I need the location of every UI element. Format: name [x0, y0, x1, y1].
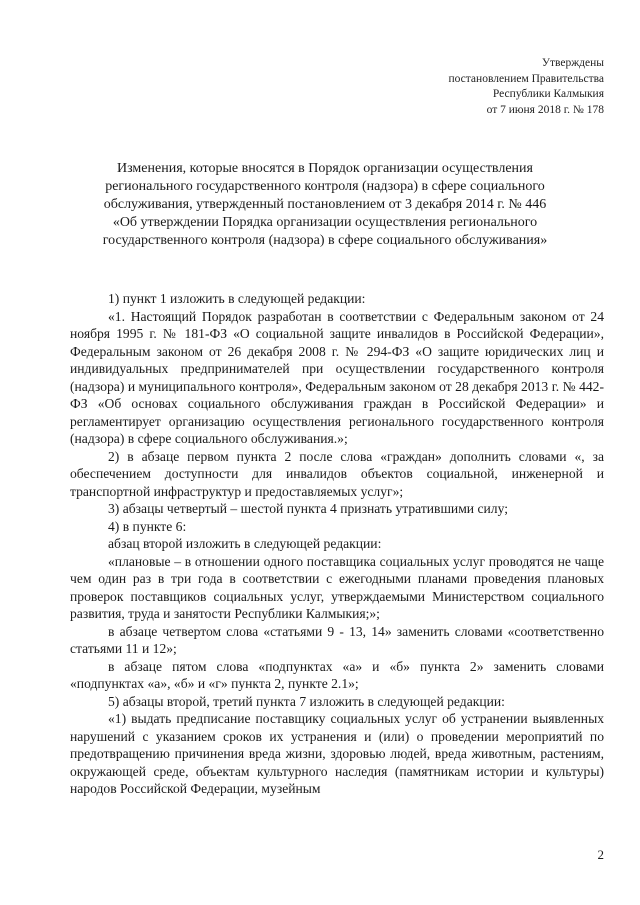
page-number: 2 — [597, 847, 604, 862]
document-title — [70, 160, 580, 250]
document-body — [70, 290, 604, 798]
title-line: государственного контроля (надзора) в сфере социального обслуживания» — [102, 233, 548, 248]
title-line: регионального государственного контроля (надзора) в сфере социального — [105, 179, 545, 194]
title-line: Изменения, которые вносятся в Порядок организации осуществления — [116, 161, 533, 176]
approval-line: Республики Калмыкия — [492, 88, 604, 100]
title-line: «Об утверждении Порядка организации осуществления регионального — [112, 215, 538, 230]
paragraph-item-4-abz4: в абзаце четвертом слова «статьями 9 - 13, 14» заменить словами «соответственно статьями 11 и 12»; — [70, 623, 604, 656]
paragraph-item-2: 2) в абзаце первом пункта 2 после слова «граждан» дополнить словами «, за обеспечением доступности для инвалидов объектов социальной, инженерной и транспортной инфраструктур и предоставляемых услуг»; — [70, 448, 604, 499]
approval-stamp — [448, 56, 604, 118]
approval-line: Утверждены — [541, 57, 604, 69]
paragraph-item-5-text: «1) выдать предписание поставщику социальных услуг об устранении выявленных нарушений с указанием сроков их устранения и (или) о проведении мероприятий по предотвращению причинения вреда жизни, здоровью людей, вреда животным, растениям, окружающей среде, объектам культурного наследия (памятникам истории и культуры) народов Российской Федерации, музейным — [70, 711, 604, 796]
paragraph-item-4-intro: абзац второй изложить в следующей редакции: — [108, 536, 382, 551]
approval-line: постановлением Правительства — [448, 72, 604, 85]
paragraph-item-4-text: «плановые – в отношении одного поставщика социальных услуг проводятся не чаще чем один раз в три года в соответствии с ежегодными планами проведения плановых проверок поставщиков социальных услуг, утверждаемыми Министерством социального развития, труда и занятости Республики Калмыкия;»; — [70, 553, 604, 621]
paragraph-item-5: 5) абзацы второй, третий пункта 7 изложить в следующей редакции: — [108, 693, 505, 709]
approval-date-line: от 7 июня 2018 г. № 178 — [486, 103, 604, 116]
paragraph-item-3: 3) абзацы четвертый – шестой пункта 4 признать утратившими силу; — [108, 501, 508, 516]
paragraph-item-4-abz5: в абзаце пятом слова «подпунктах «а» и «б» пункта 2» заменить словами «подпунктах «а», «б» и «г» пункта 2, пункте 2.1»; — [70, 658, 604, 691]
title-line: обслуживания, утвержденный постановлением от 3 декабря 2014 г. № 446 — [103, 197, 547, 212]
paragraph-item-4: 4) в пункте 6: — [108, 518, 187, 534]
paragraph-item-1: 1) пункт 1 изложить в следующей редакции: — [108, 291, 366, 306]
paragraph-item-1-text: «1. Настоящий Порядок разработан в соответствии с Федеральным законом от 24 ноября 1995 г. № 181-ФЗ «О социальной защите инвалидов в Российской Федерации», Федеральным законом от 26 декабря 2008 г. № 294-ФЗ «О защите юридических лиц и индивидуальных предпринимателей при осуществлении государственного контроля (надзора) и муниципального контроля», Федеральным законом от 28 декабря 2013 г. № 442-ФЗ «Об основах социального обслуживания граждан в Российской Федерации» и регламентирует организацию осуществления регионального государственного контроля (надзора) в сфере социального обслуживания.»; — [70, 308, 604, 446]
